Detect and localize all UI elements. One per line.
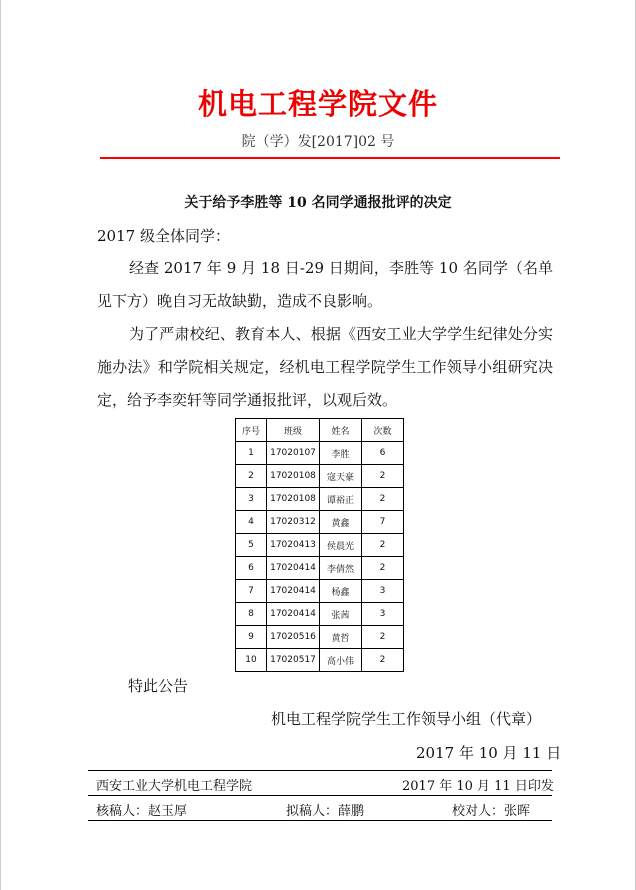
cell-name: 侯晨光 (320, 534, 362, 557)
cell-count: 3 (362, 580, 404, 603)
cell-class: 17020108 (267, 465, 320, 488)
cell-class: 17020107 (267, 442, 320, 465)
cell-index: 5 (236, 534, 267, 557)
closing-text: 特此公告 (128, 677, 189, 695)
header-count: 次数 (362, 419, 404, 442)
document-title: 机电工程学院文件 (197, 87, 438, 121)
cell-name: 黄哲 (320, 626, 362, 649)
footer-reviewer: 核稿人：赵玉厚 (96, 804, 188, 819)
issue-date: 2017 年 10 月 11 日 (416, 744, 562, 762)
footer-line-middle (88, 795, 552, 796)
cell-class: 17020517 (267, 649, 320, 672)
table-row (236, 442, 404, 465)
footer-line-bottom (88, 820, 552, 821)
cell-name: 谭裕正 (320, 488, 362, 511)
cell-index: 8 (236, 603, 267, 626)
cell-class: 17020516 (267, 626, 320, 649)
red-divider (100, 157, 560, 159)
table-row (236, 626, 404, 649)
cell-index: 6 (236, 557, 267, 580)
cell-count: 2 (362, 465, 404, 488)
cell-class: 17020312 (267, 511, 320, 534)
cell-name: 高小伟 (320, 649, 362, 672)
cell-index: 9 (236, 626, 267, 649)
header-class: 班级 (267, 419, 320, 442)
footer-line-top (88, 770, 552, 771)
cell-name: 张茜 (320, 603, 362, 626)
table-row (236, 603, 404, 626)
cell-name: 李胜 (320, 442, 362, 465)
footer-issuer: 西安工业大学机电工程学院 (96, 779, 253, 794)
cell-index: 3 (236, 488, 267, 511)
table-row (236, 488, 404, 511)
cell-index: 2 (236, 465, 267, 488)
cell-count: 2 (362, 649, 404, 672)
paragraph-2: 为了严肃校纪、教育本人、根据《西安工业大学学生纪律处分实施办法》和学院相关规定，经机电工程学院学生工作领导小组研究决定，给予李奕轩等同学通报批评，以观后效。 (97, 325, 553, 409)
cell-index: 10 (236, 649, 267, 672)
cell-index: 7 (236, 580, 267, 603)
table-row (236, 649, 404, 672)
header-name: 姓名 (320, 419, 362, 442)
cell-index: 4 (236, 511, 267, 534)
student-table (235, 418, 404, 672)
table-row (236, 534, 404, 557)
cell-index: 1 (236, 442, 267, 465)
document-number: 院（学）发[2017]02 号 (241, 134, 395, 150)
cell-name: 杨鑫 (320, 580, 362, 603)
cell-count: 7 (362, 511, 404, 534)
table-row (236, 465, 404, 488)
cell-name: 李倩然 (320, 557, 362, 580)
cell-class: 17020108 (267, 488, 320, 511)
cell-class: 17020414 (267, 580, 320, 603)
cell-count: 3 (362, 603, 404, 626)
cell-class: 17020414 (267, 603, 320, 626)
paragraph-1: 经查 2017 年 9 月 18 日-29 日期间，李胜等 10 名同学（名单见下方）晚自习无故缺勤，造成不良影响。 (97, 259, 553, 310)
footer-print-date: 2017 年 10 月 11 日印发 (402, 779, 554, 794)
cell-count: 2 (362, 626, 404, 649)
footer-proofreader: 校对人：张晖 (452, 804, 531, 819)
cell-count: 2 (362, 488, 404, 511)
decision-heading: 关于给予李胜等 10 名同学通报批评的决定 (184, 195, 452, 211)
cell-class: 17020413 (267, 534, 320, 557)
table-row (236, 511, 404, 534)
signature: 机电工程学院学生工作领导小组（代章） (271, 710, 542, 728)
table-row (236, 580, 404, 603)
footer-drafter: 拟稿人：薛鹏 (286, 804, 365, 819)
cell-class: 17020414 (267, 557, 320, 580)
salutation: 2017 级全体同学： (97, 227, 230, 245)
cell-count: 2 (362, 534, 404, 557)
cell-count: 6 (362, 442, 404, 465)
cell-count: 2 (362, 557, 404, 580)
cell-name: 寇天豪 (320, 465, 362, 488)
cell-name: 黄鑫 (320, 511, 362, 534)
table-header-row (236, 419, 404, 442)
table-row (236, 557, 404, 580)
header-index: 序号 (236, 419, 267, 442)
